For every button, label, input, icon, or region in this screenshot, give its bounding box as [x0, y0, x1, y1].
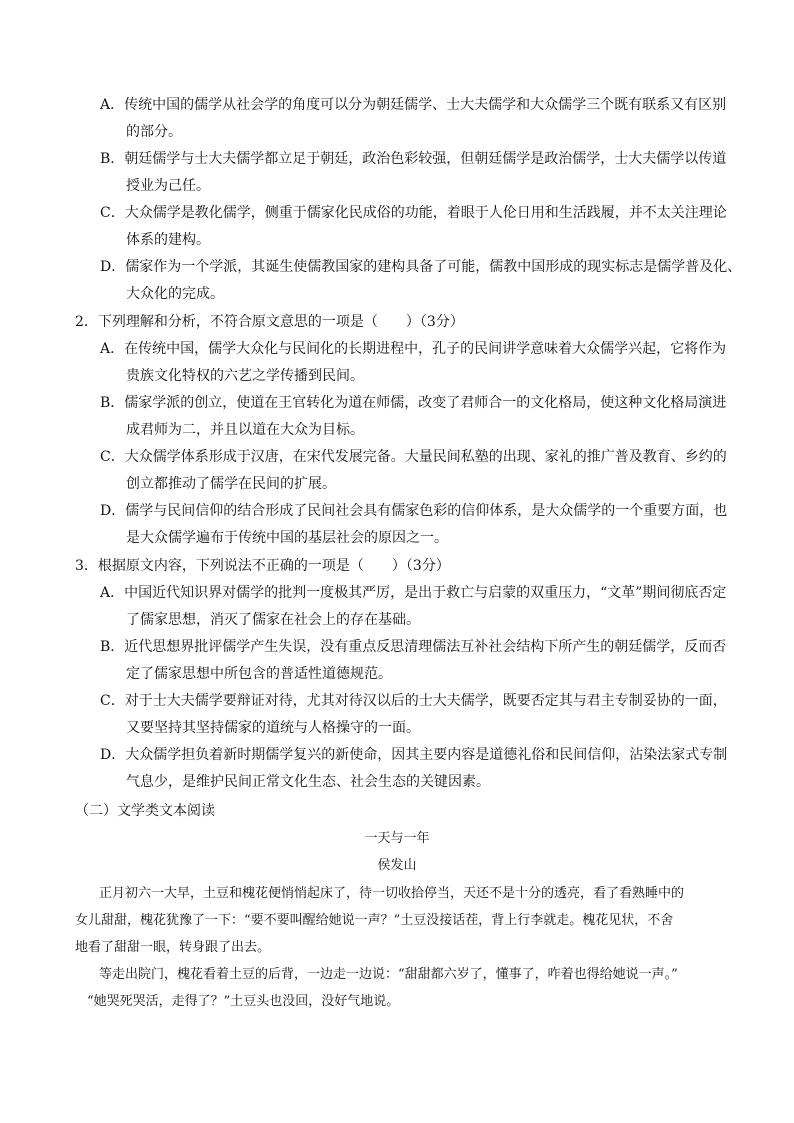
q1-option-a [100, 92, 740, 146]
q3-option-a [100, 580, 740, 634]
q2-option-b-line1: B．儒家学派的创立，使道在王官转化为道在师儒，改变了君师合一的文化格局，使这种文化格局演进 [100, 395, 727, 411]
q3-option-a-line2: 了儒家思想，消灭了儒家在社会上的存在基础。 [126, 612, 420, 628]
para2-line1: 等走出院门，槐花看着土豆的后背，一边走一边说：“甜甜都六岁了，懂事了，咋着也得给她说一声。” [99, 967, 678, 982]
q1-option-b [100, 146, 740, 200]
q2-option-d-line2: 是大众儒学遍布于传统中国的基层社会的原因之一。 [126, 530, 448, 546]
section-heading: （二）文学类文本阅读 [75, 803, 215, 819]
para1-line2: 女儿甜甜，槐花犹豫了一下：“要不要叫醒给她说一声？”土豆没接话茬，背上行李就走。槐花见状，不舍 [75, 913, 674, 928]
q1-option-c [100, 200, 740, 254]
q1-option-b-line2: 授业为己任。 [126, 178, 210, 194]
story-paragraph-1 [75, 880, 735, 961]
q2-option-a-line1: A．在传统中国，儒学大众化与民间化的长期进程中，孔子的民间讲学意味着大众儒学兴起，它将作为 [100, 341, 727, 357]
q3-option-d-line2: 气息少，是维护民间正常文化生态、社会生态的关键因素。 [126, 774, 490, 790]
q3-stem: 3．根据原文内容，下列说法不正确的一项是（ ）（3分） [75, 558, 450, 574]
q1-option-d-line1: D．儒家作为一个学派，其诞生使儒教国家的建构具备了可能，儒教中国形成的现实标志是儒学普及化、 [100, 259, 742, 275]
story-title: 一天与一年 [364, 831, 430, 846]
q1-option-c-line2: 体系的建构。 [126, 232, 210, 248]
q3-option-c-line2: 又要坚持其坚持儒家的道统与人格操守的一面。 [126, 720, 420, 736]
q2-option-d-line1: D．儒学与民间信仰的结合形成了民间社会具有儒家色彩的信仰体系，是大众儒学的一个重要方面，也 [100, 503, 728, 519]
q1-option-d [100, 254, 740, 308]
story-author: 侯发山 [377, 858, 417, 873]
q3-option-b-line2: 定了儒家思想中所包含的普适性道德规范。 [126, 666, 392, 682]
q2-option-c-line2: 创立都推动了儒学在民间的扩展。 [126, 476, 336, 492]
q1-option-a-line1: A．传统中国的儒学从社会学的角度可以分为朝廷儒学、士大夫儒学和大众儒学三个既有联系又有区别 [100, 97, 727, 113]
q3-option-d-line1: D．大众儒学担负着新时期儒学复兴的新使命，因其主要内容是道德礼俗和民间信仰，沾染法家式专制 [100, 747, 728, 763]
q2-stem: 2．下列理解和分析，不符合原文意思的一项是（ ）（3分） [75, 314, 464, 330]
q2-option-d [100, 498, 740, 552]
q3-option-c-line1: C．对于士大夫儒学要辩证对待，尤其对待汉以后的士大夫儒学，既要否定其与君主专制妥协的一面， [100, 693, 727, 709]
q1-option-b-line1: B．朝廷儒学与士大夫儒学都立足于朝廷，政治色彩较强，但朝廷儒学是政治儒学，士大夫儒学以传道 [100, 151, 727, 167]
q3-option-b-line1: B．近代思想界批评儒学产生失误，没有重点反思清理儒法互补社会结构下所产生的朝廷儒学，反而否 [100, 639, 727, 655]
q2-option-a [100, 336, 740, 390]
q2-option-c-line1: C．大众儒学体系形成于汉唐，在宋代发展完备。大量民间私塾的出现、家礼的推广普及教育、乡约的 [100, 449, 727, 465]
q2-option-c [100, 444, 740, 498]
story-paragraph-2 [75, 961, 735, 988]
q2-option-b [100, 390, 740, 444]
q2-option-b-line2: 成君师为二，并且以道在大众为目标。 [126, 422, 364, 438]
q2-option-a-line2: 贵族文化特权的六艺之学传播到民间。 [126, 368, 364, 384]
q3-option-d [100, 742, 740, 796]
para1-line1: 正月初六一大早，土豆和槐花便悄悄起床了，待一切收拾停当，天还不是十分的透亮，看了看熟睡中的 [99, 886, 685, 901]
q1-option-d-line2: 大众化的完成。 [126, 286, 224, 302]
q1-option-c-line1: C．大众儒学是教化儒学，侧重于儒家化民成俗的功能，着眼于人伦日用和生活践履，并不太关注理论 [100, 205, 727, 221]
story-paragraph-3 [75, 988, 735, 1015]
para1-line3: 地看了甜甜一眼，转身跟了出去。 [75, 940, 271, 955]
q3-option-a-line1: A．中国近代知识界对儒学的批判一度极其严厉，是出于救亡与启蒙的双重压力，“文革”期间彻底否定 [100, 585, 727, 601]
q3-option-c [100, 688, 740, 742]
para3-line1: “她哭死哭活，走得了？”土豆头也没回，没好气地说。 [87, 994, 400, 1009]
q3-option-b [100, 634, 740, 688]
q1-option-a-line2: 的部分。 [126, 124, 182, 140]
